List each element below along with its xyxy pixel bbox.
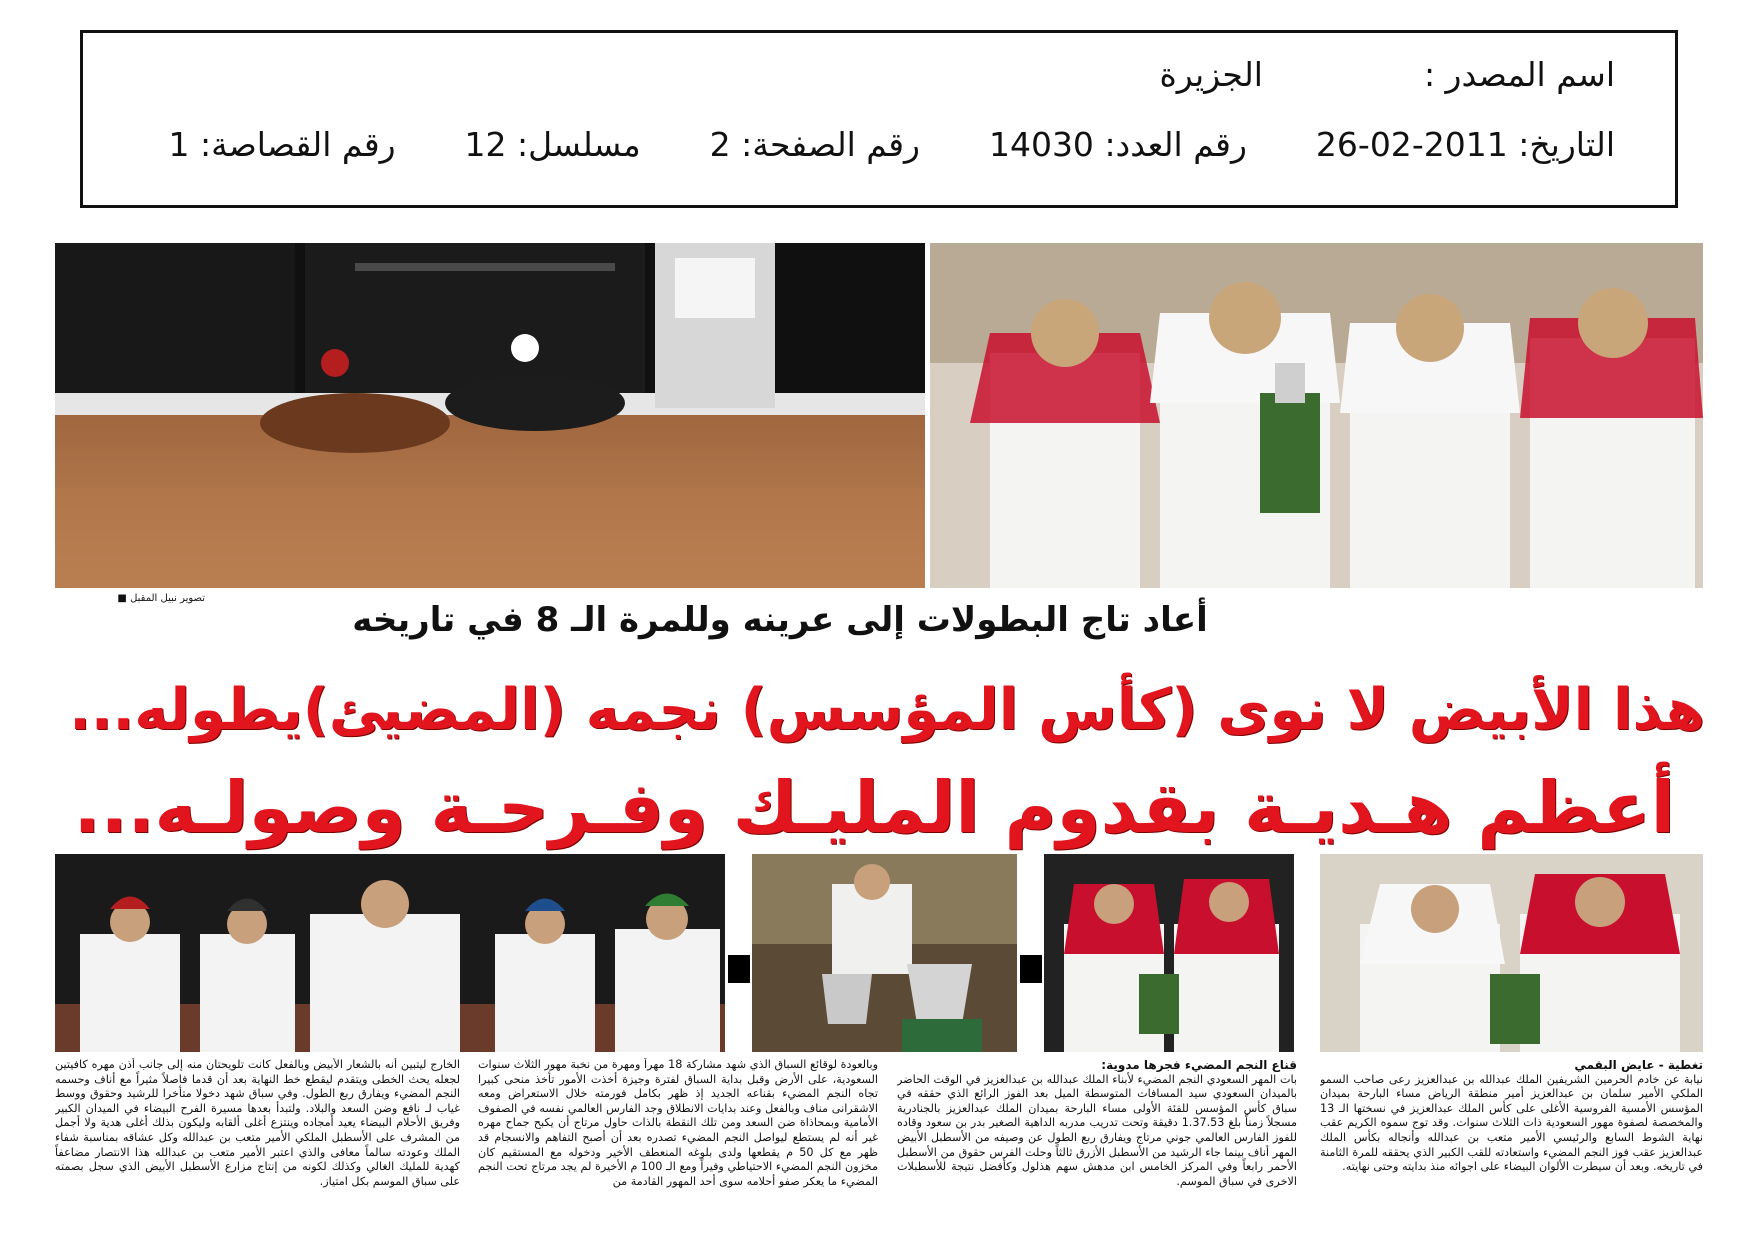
column-4-text: الخارج ليتبين أنه بالشعار الأبيض وبالفعل كانت تلويحتان منه إلى جانب أذن مهره كافيتين لجعله يحث الخطى ويتقدم ليقطع خط النهاية بعد أن قدما فاصلاً مثيراً مع أناف وحسمه النجم المضيء ويفارق ربع الطول. وفي سباق شهد دخولا متأخرا للرشيد وحقوق ووسط غياب لـ نافع وضن السعد والبلاد. ولتبدأ بعدها مسيرة الفرح البيضاء في الميدان الكبير وفريق الأحلام البيضاء يعيد أمجاده وينتزع أغلى ألقابه وليكون بذلك أغلى هدية ولا أجمل من المشرف على الأسطبل الملكي الأمير متعب بن عبدالله وكل عشاقه بمناسبة شفاء الملك وعودته سالماً معافى والذي اعتبر الأمير متعب بن عبدالله هذا الانتصار مضاعفاً كهدية للمليك الغالي وكذلك لكونه من إنتاج مزارع الأسطبل الأبيض الذي سجل بصمته على سباق الموسم بكل امتياز.: [55, 1058, 460, 1188]
source-label: اسم المصدر :: [1423, 55, 1615, 94]
details-row: [168, 125, 1615, 164]
column-1-subhead: تغطية - عايض البقمي: [1574, 1058, 1703, 1072]
source-row: [1160, 55, 1615, 94]
photo-separator-2: [1020, 955, 1042, 983]
award-winners-photo: [1044, 854, 1294, 1052]
page-value: 2: [709, 125, 731, 164]
article-column-2: [897, 1058, 1297, 1230]
jockeys-photo: [55, 854, 725, 1052]
prince-trophy-photo: [1320, 854, 1703, 1052]
date-label: التاريخ:: [1518, 125, 1615, 164]
photo-credit-text: تصوير نبيل المقبل: [130, 593, 205, 604]
credit-square-icon: ■: [117, 593, 127, 604]
serial-label: مسلسل:: [517, 125, 641, 164]
clip-label: رقم القصاصة:: [199, 125, 396, 164]
issue-label: رقم العدد:: [1104, 125, 1247, 164]
photo-separator-1: [728, 955, 750, 983]
article-column-1: [1320, 1058, 1703, 1230]
column-2-subhead: قناع النجم المضيء فجرها مدوية:: [1101, 1058, 1297, 1072]
page-label: رقم الصفحة:: [741, 125, 920, 164]
column-1-text: نيابة عن خادم الحرمين الشريفين الملك عبدالله بن عبدالعزيز رعى صاحب السمو الملكي الأمير سلمان بن عبدالعزيز أمير منطقة الرياض مساء البارحة بميدان المؤسس الأمسية الفروسية الأغلى على كأس الملك عبدالعزيز في نسختها الـ 13 والمخصصة لصفوة مهور السعودية ذات الثلاث سنوات. وقد توج سموه الكريم عقب نهاية الشوط السابع والرئيسي الأمير متعب بن عبدالله وأنجاله بكأس الملك عبدالعزيز عقب فوز النجم المضيء واستعادته للقب الكبير الذي يحققه للمرة الثامنة في تاريخه. وبعد أن سيطرت الألوان البيضاء على اجوائه منذ بدايته وحتى نهايته.: [1320, 1072, 1703, 1174]
race-finish-photo: [55, 243, 925, 588]
issue-value: 14030: [988, 125, 1094, 164]
trophies-photo: [752, 854, 1017, 1052]
trophy-presentation-photo: [930, 243, 1703, 588]
date-value: 2011-02-26: [1315, 125, 1508, 164]
headline-line-1: هذا الأبيض لا نوى (كأس المؤسس) نجمه (المضيئ)يطوله...: [69, 677, 1705, 743]
source-value: الجزيرة: [1159, 55, 1263, 94]
clipping-meta-box: [80, 30, 1678, 208]
clip-value: 1: [168, 125, 190, 164]
kicker-headline: أعاد تاج البطولات إلى عرينه وللمرة الـ 8 في تاريخه: [352, 600, 1208, 640]
serial-value: 12: [464, 125, 507, 164]
headline-line-2: أعظم هـديـة بقدوم المليـك وفـرحـة وصولـه...: [73, 766, 1675, 849]
article-column-4: [55, 1058, 460, 1230]
article-column-3: [478, 1058, 878, 1230]
photo-credit: [55, 593, 205, 604]
column-2-text: بات المهر السعودي النجم المضيء لأبناء الملك عبدالله بن عبدالعزيز في الوقت الحاضر بالميدان السعودي سيد المسافات المتوسطة الميل بعد الفوز الرائع الذي حققه في سباق كأس المؤسس للفئة الأولى مساء البارحة بميدان الملك عبدالعزيز بالجنادرية مسجلاً زمناً بلغ 1.37.53 دقيقة وتحت تدريب مدربه الداهية الصغير بدر بن سعود وقاده للفوز الفارس العالمي جوني مرتاج ويفارق ربع الطول عن وصيفه من الأسطبل الأبيض المهر أناف بينما جاء الرشيد من الأسطبل الأزرق ثالثاً وحلت الفرس حقوق من الأسطبل الأحمر رابعاً وفي المركز الخامس ابن مدهش سهم هذلول وكأفضل نتيجة للأسطبلات الاخرى في سباق الموسم.: [897, 1072, 1297, 1188]
column-3-text: وبالعودة لوقائع السباق الذي شهد مشاركة 18 مهراً ومهرة من نخبة مهور الثلاث سنوات السعودية، على الأرض وقبل بداية السباق لفترة وجيزة أخذت الأمور تأخذ منحى كبيرا تجاه النجم المضيء بقناعه الجديد إذ ظهر بكامل فورمته خلال الاستعراض ومعه الاشقرانى مناف وبالفعل وعند بدايات الانطلاق وجد الفارس العالمي نفسه في الصفوف الأمامية وبمحاذاة ضن السعد ومن تلك النقطة بالذات حاول مرتاج أن يكبح جماح مهره غير أنه لم يستطع ليواصل النجم المضيء تصدره بعد أن أصبح التفاهم والانسجام قد ظهر مع كل 50 م يقطعها ولدى بلوغه المنعطف الأخير ودخوله مع المستقيم كان مخزون النجم المضيء الاحتياطي وفيراً ومع الـ 100 م الأخيرة لم يجد مرتاج تحت النجم المضيء ما يعكر صفو أحلامه سوى أحد المهور القادمة من: [478, 1058, 878, 1188]
